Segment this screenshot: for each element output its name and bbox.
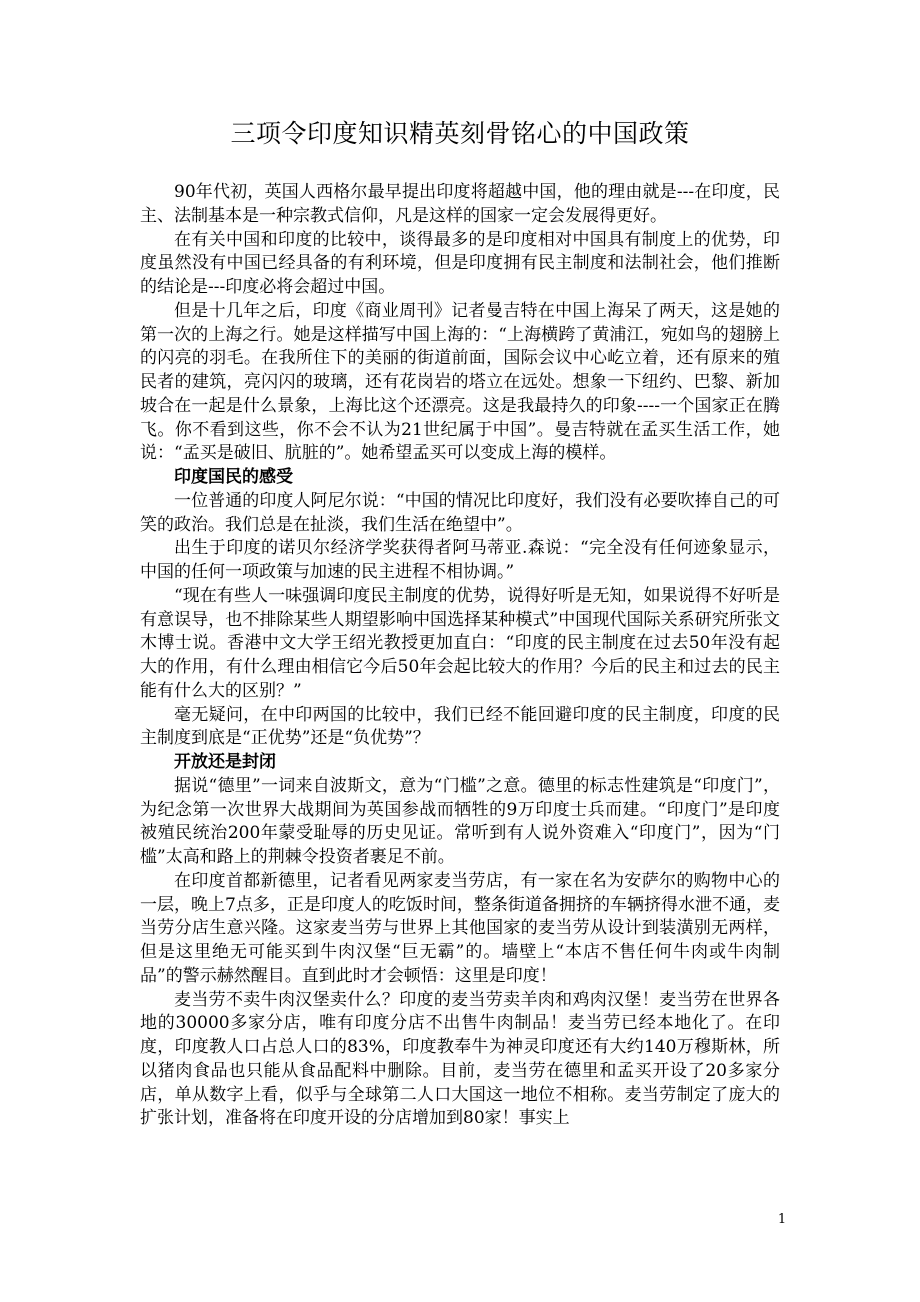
paragraph: 一位普通的印度人阿尼尔说：“中国的情况比印度好，我们没有必要吹捧自己的可笑的政治。我们总是在扯淡，我们生活在绝望中”。: [140, 490, 780, 535]
paragraph: 毫无疑问，在中印两国的比较中，我们已经不能回避印度的民主制度，印度的民主制度到底是“正优势”还是“负优势”？: [140, 704, 780, 749]
page-number: 1: [777, 1212, 787, 1227]
paragraph: 但是十几年之后，印度《商业周刊》记者曼吉特在中国上海呆了两天，这是她的第一次的上海之行。她是这样描写中国上海的：“上海横跨了黄浦江，宛如鸟的翅膀上的闪亮的羽毛。在我所住下的美丽的街道前面，国际会议中心屹立着，还有原来的殖民者的建筑，亮闪闪的玻璃，还有花岗岩的塔立在远处。想象一下纽约、巴黎、新加坡合在一起是什么景象，上海比这个还漂亮。这是我最持久的印象----一个国家正在腾飞。你不看到这些，你不会不认为21世纪属于中国”。曼吉特就在孟买生活工作，她说：“孟买是破旧、肮脏的”。她希望孟买可以变成上海的模样。: [140, 300, 780, 464]
paragraph: 出生于印度的诺贝尔经济学奖获得者阿马蒂亚.森说：“完全没有任何迹象显示，中国的任何一项政策与加速的民主进程不相协调。”: [140, 538, 780, 582]
paragraph: “现在有些人一味强调印度民主制度的优势，说得好听是无知，如果说得不好听是有意误导，也不排除某些人期望影响中国选择某种模式”中国现代国际关系研究所张文木博士说。香港中文大学王绍光教授更加直白：“印度的民主制度在过去50年没有起大的作用，有什么理由相信它今后50年会起比较大的作用？今后的民主和过去的民主能有什么大的区别？”: [140, 585, 780, 701]
paragraph: 据说“德里”一词来自波斯文，意为“门槛”之意。德里的标志性建筑是“印度门”，为纪念第一次世界大战期间为英国参战而牺牲的9万印度士兵而建。“印度门”是印度被殖民统治200年蒙受耻辱的历史见证。常听到有人说外资难入“印度门”，因为“门槛”太高和路上的荆棘令投资者裹足不前。: [140, 775, 780, 867]
document-body: [140, 181, 780, 1131]
section-heading: 印度国民的感受: [174, 467, 293, 487]
document-title: 三项令印度知识精英刻骨铭心的中国政策: [230, 119, 690, 148]
paragraph: 麦当劳不卖牛肉汉堡卖什么？印度的麦当劳卖羊肉和鸡肉汉堡！麦当劳在世界各地的30000多家分店，唯有印度分店不出售牛肉制品！麦当劳已经本地化了。在印度，印度教人口占总人口的83%，印度教奉牛为神灵印度还有大约140万穆斯林，所以猪肉食品也只能从食品配料中删除。目前，麦当劳在德里和孟买开设了20多家分店，单从数字上看，似乎与全球第二人口大国这一地位不相称。麦当劳制定了庞大的扩张计划，准备将在印度开设的分店增加到80家！事实上: [140, 989, 780, 1129]
section-heading: 开放还是封闭: [174, 752, 276, 772]
paragraph: 在印度首都新德里，记者看见两家麦当劳店，有一家在名为安萨尔的购物中心的一层，晚上7点多，正是印度人的吃饭时间，整条街道备拥挤的车辆挤得水泄不通，麦当劳分店生意兴隆。这家麦当劳与世界上其他国家的麦当劳从设计到装潢别无两样，但是这里绝无可能买到牛肉汉堡“巨无霸”的。墙壁上“本店不售任何牛肉或牛肉制品”的警示赫然醒目。直到此时才会顿悟：这里是印度！: [140, 870, 780, 986]
paragraph: 在有关中国和印度的比较中，谈得最多的是印度相对中国具有制度上的优势，印度虽然没有中国已经具备的有利环境，但是印度拥有民主制度和法制社会，他们推断的结论是---印度必将会超过中国。: [140, 229, 780, 297]
paragraph: 90年代初，英国人西格尔最早提出印度将超越中国，他的理由就是---在印度，民主、法制基本是一种宗教式信仰，凡是这样的国家一定会发展得更好。: [140, 182, 780, 226]
